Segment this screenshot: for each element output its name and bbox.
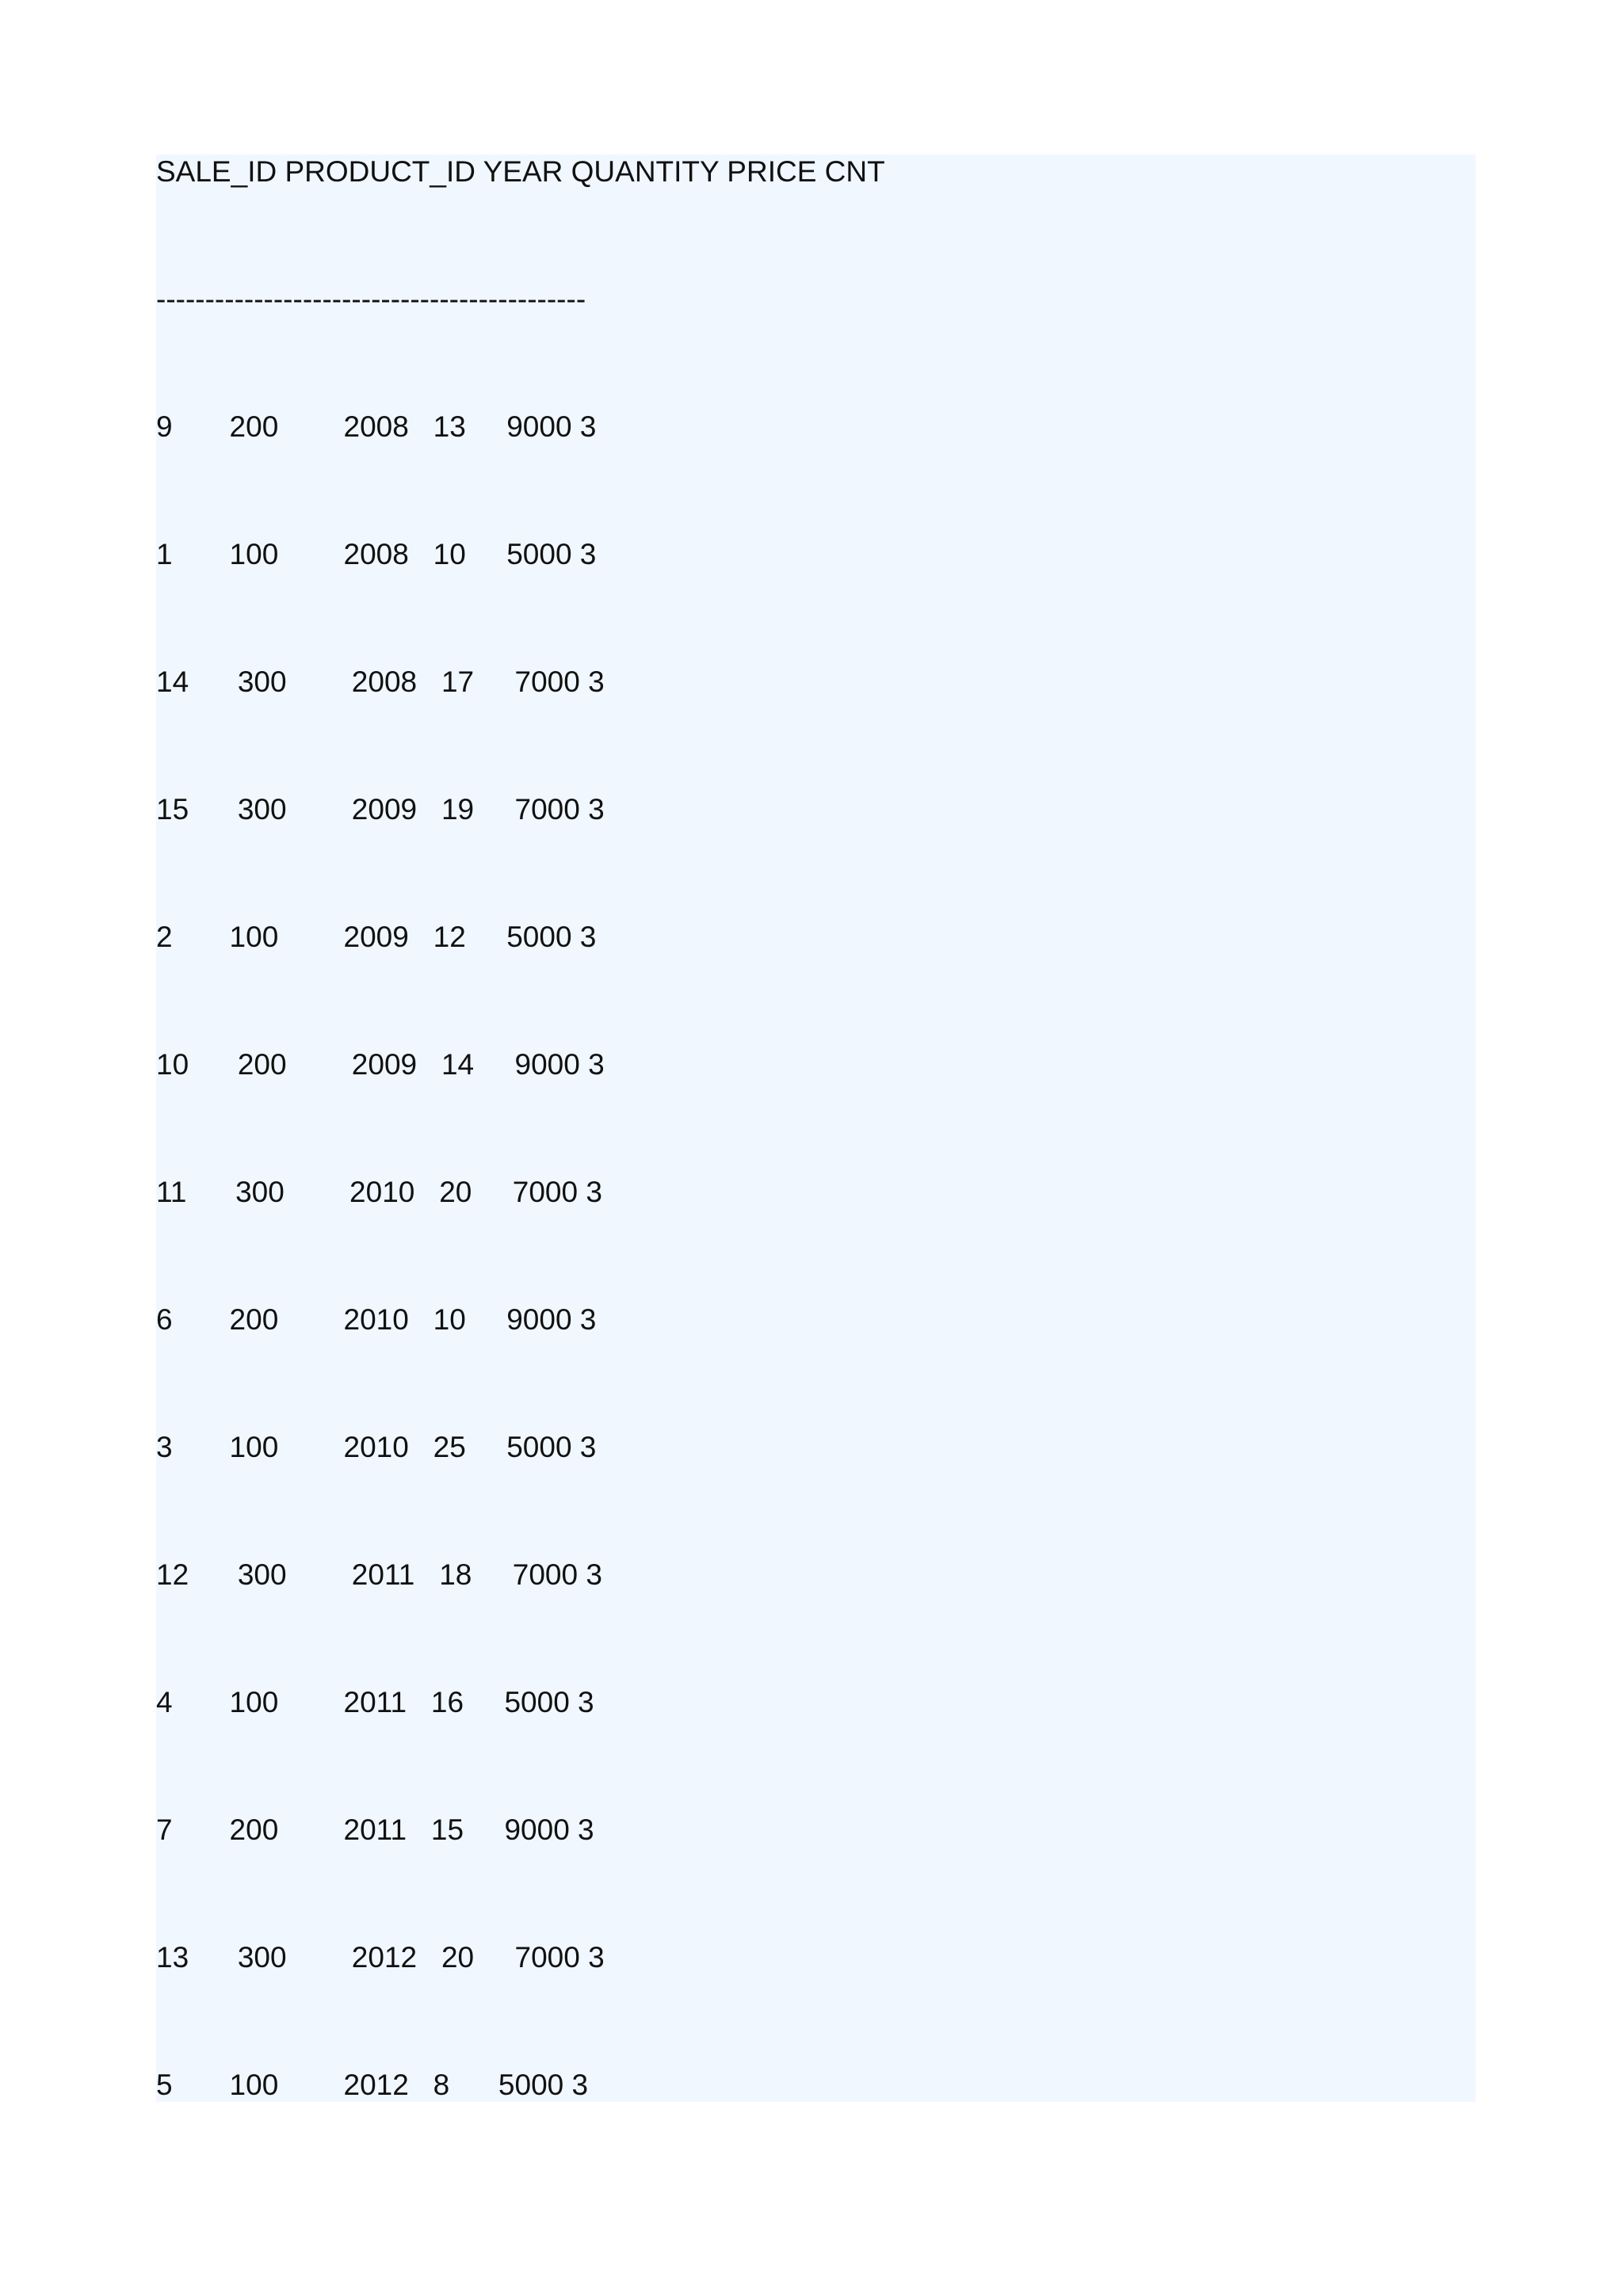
table-row: 4 100 2011 16 5000 3 (156, 1686, 594, 1718)
result-separator: -------------------------------------------- (156, 283, 586, 315)
result-header: SALE_ID PRODUCT_ID YEAR QUANTITY PRICE CNT (156, 155, 885, 188)
table-row: 5 100 2012 8 5000 3 (156, 2069, 589, 2101)
table-row: 13 300 2012 20 7000 3 (156, 1941, 605, 1974)
table-row: 10 200 2009 14 9000 3 (156, 1048, 605, 1081)
table-row: 9 200 2008 13 9000 3 (156, 410, 597, 443)
table-row: 2 100 2009 12 5000 3 (156, 921, 597, 953)
table-row: 7 200 2011 15 9000 3 (156, 1814, 594, 1846)
query-result-block (156, 154, 1476, 2102)
table-row: 12 300 2011 18 7000 3 (156, 1558, 602, 1591)
table-row: 1 100 2008 10 5000 3 (156, 538, 597, 570)
table-row: 14 300 2008 17 7000 3 (156, 666, 605, 698)
table-row: 15 300 2009 19 7000 3 (156, 793, 605, 826)
table-row: 6 200 2010 10 9000 3 (156, 1303, 597, 1336)
table-row: 3 100 2010 25 5000 3 (156, 1431, 597, 1463)
table-row: 11 300 2010 20 7000 3 (156, 1176, 602, 1208)
